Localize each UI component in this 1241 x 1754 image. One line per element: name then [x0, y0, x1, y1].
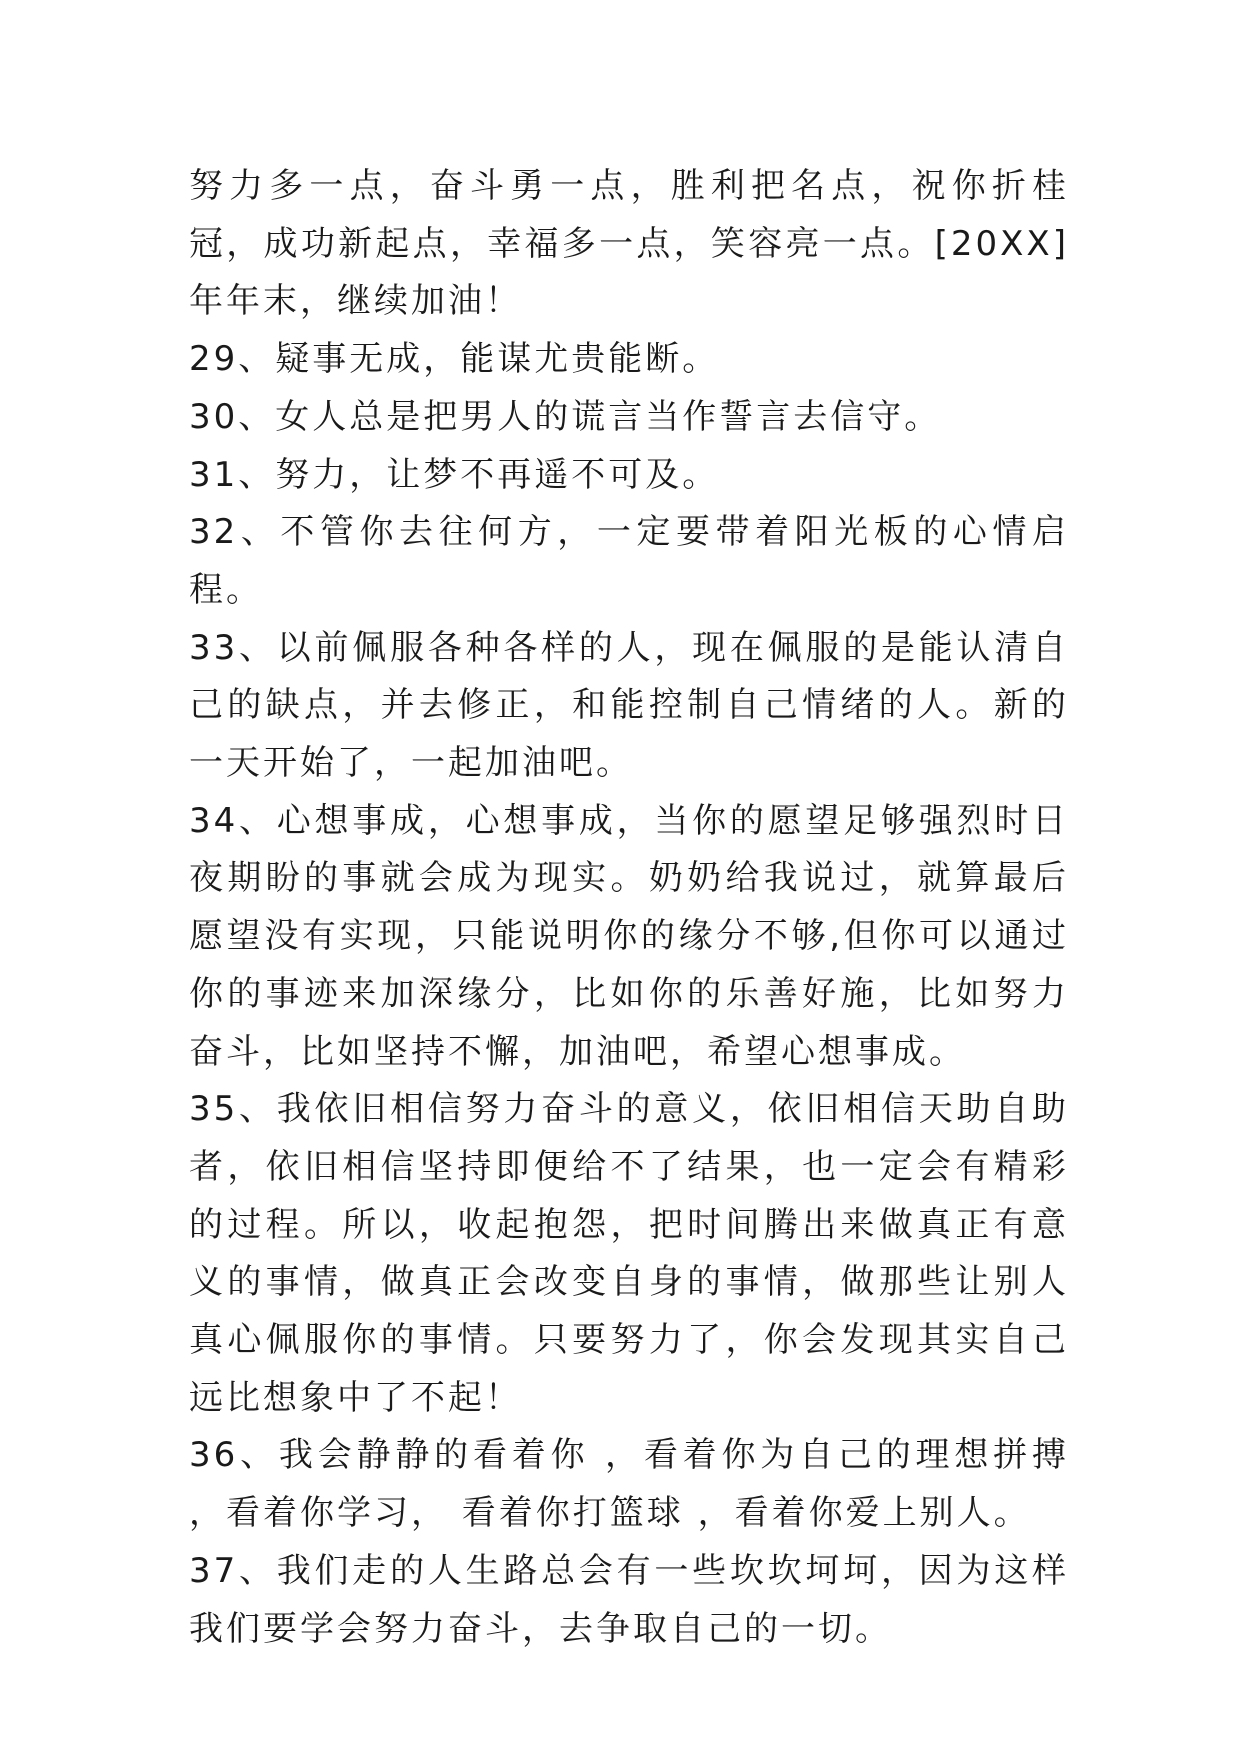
paragraph-31: 31、努力，让梦不再遥不可及。	[189, 454, 720, 495]
paragraph-36: 36、我会静静的看着你 ，看着你为自己的理想拼搏 ，看着你学习， 看着你打篮球 ，看着你爱上别人。	[189, 1435, 1083, 1534]
paragraph-intro: 努力多一点，奋斗勇一点，胜利把名点，祝你折桂冠，成功新起点，幸福多一点，笑容亮一点。[20XX]年年末，继续加油！	[189, 166, 1069, 322]
document-body	[189, 158, 1083, 1658]
paragraph-33: 33、以前佩服各种各样的人，现在佩服的是能认清自己的缺点，并去修正，和能控制自己情绪的人。新的一天开始了，一起加油吧。	[189, 627, 1069, 784]
paragraph-32: 32、不管你去往何方，一定要带着阳光板的心情启程。	[189, 512, 1069, 610]
paragraph-35: 35、我依旧相信努力奋斗的意义，依旧相信天助自助者，依旧相信坚持即便给不了结果，也一定会有精彩的过程。所以，收起抱怨，把时间腾出来做真正有意义的事情，做真正会改变自身的事情，做那些让别人真心佩服你的事情。只要努力了，你会发现其实自己远比想象中了不起！	[189, 1089, 1069, 1418]
paragraph-29: 29、疑事无成，能谋尤贵能断。	[189, 339, 720, 380]
paragraph-37: 37、我们走的人生路总会有一些坎坎坷坷，因为这样我们要学会努力奋斗，去争取自己的一切。	[189, 1550, 1069, 1649]
paragraph-30: 30、女人总是把男人的谎言当作誓言去信守。	[189, 396, 942, 437]
paragraph-34: 34、心想事成，心想事成，当你的愿望足够强烈时日夜期盼的事就会成为现实。奶奶给我说过，就算最后愿望没有实现，只能说明你的缘分不够,但你可以通过你的事迹来加深缘分，比如你的乐善好施，比如努力奋斗，比如坚持不懈，加油吧，希望心想事成。	[189, 800, 1069, 1072]
